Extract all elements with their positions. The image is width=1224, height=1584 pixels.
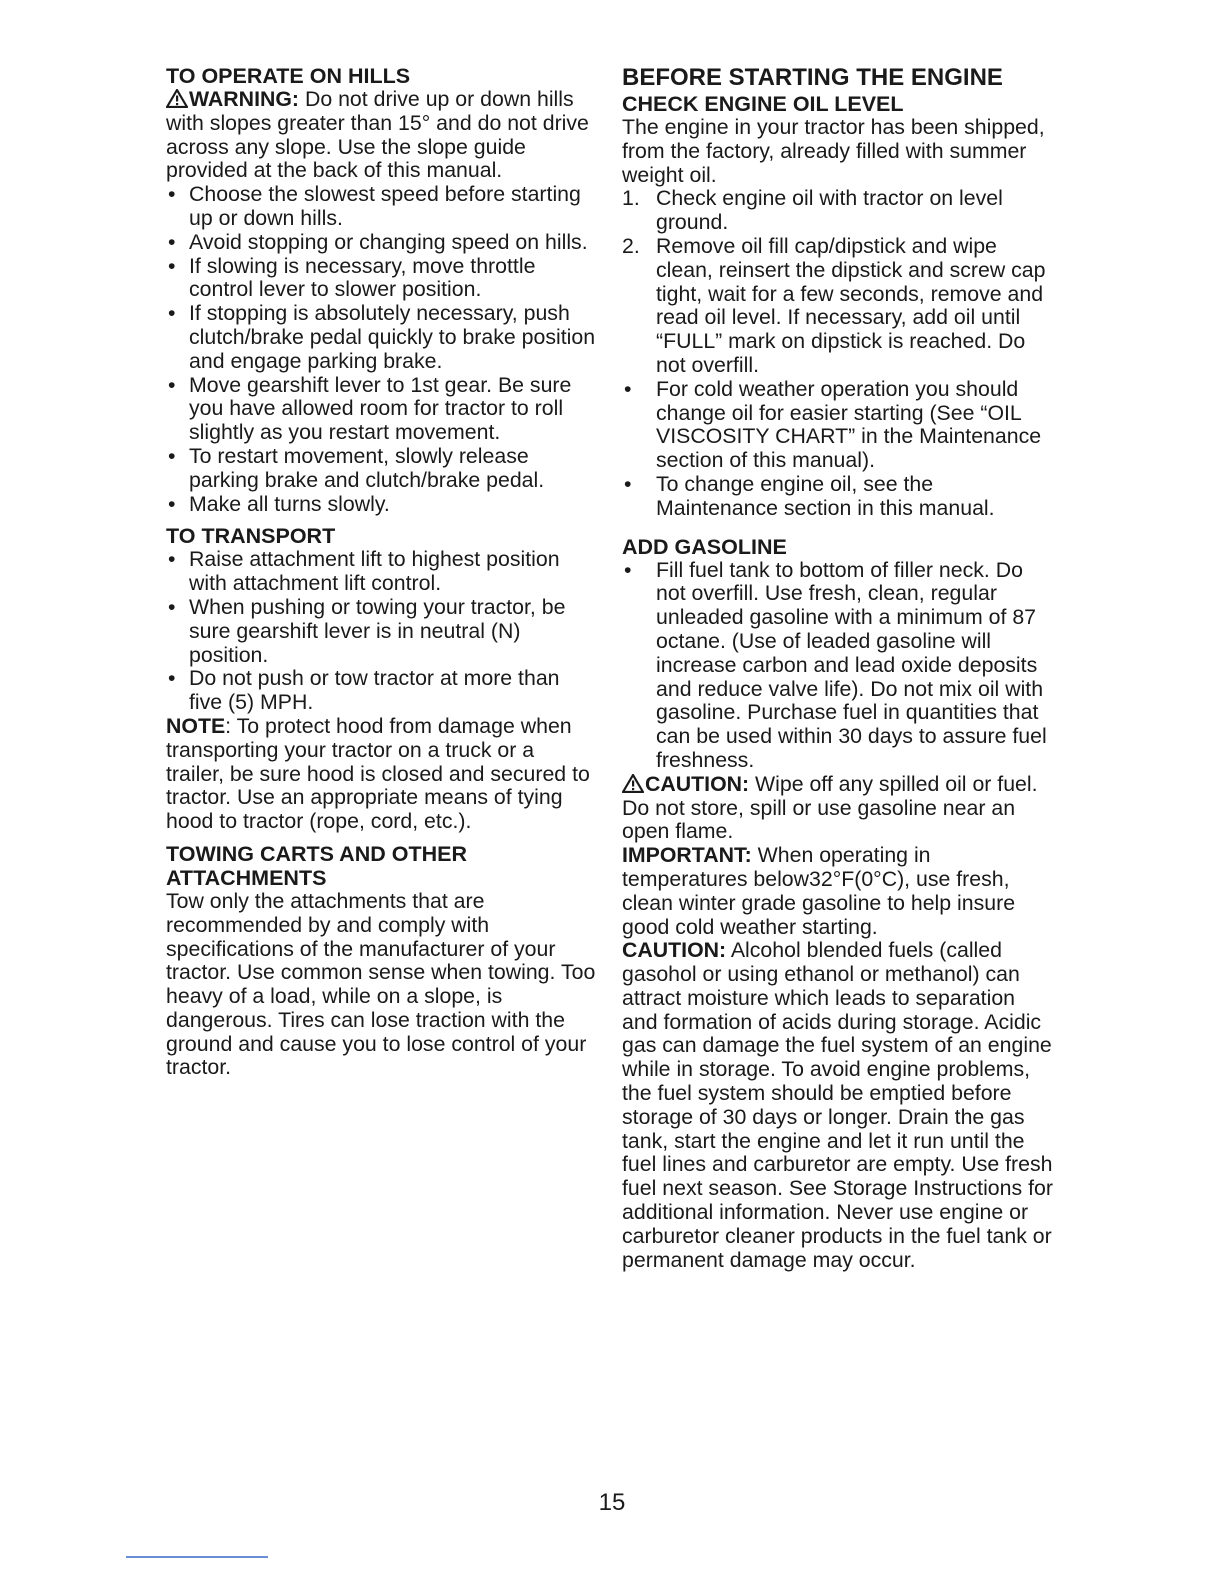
caution-text: Alcohol blended fuels (called gasohol or using ethanol or methanol) can attract moisture which leads to separation and formation of acids during storage. Acidic gas can damage the fuel system of an engine while in storage. To avoid engine problems, the fuel system should be emptied before storage of 30 days or longer. Drain the gas tank, start the engine and let it run until the fuel lines and carburetor are empty. Use fresh fuel next season. See Storage Instructions for additional information. Never use engine or carburetor cleaner products in the fuel tank or permanent damage may occur. <box>622 938 1053 1272</box>
hills-bullet-list <box>166 183 596 516</box>
note-label: NOTE <box>166 713 226 738</box>
hills-warning <box>166 88 596 183</box>
list-item: 2. Remove oil fill cap/dipstick and wipe clean, reinsert the dipstick and screw cap tight, wait for a few seconds, remove and read oil level. If necessary, add oil until “FULL” mark on dipstick is reached. Do not overfill. <box>622 233 1046 377</box>
list-item: • Make all turns slowly. <box>168 491 390 516</box>
gasoline-heading: ADD GASOLINE <box>622 534 787 559</box>
list-item: • To restart movement, slowly release parking brake and clutch/brake pedal. <box>168 443 545 492</box>
warning-icon <box>622 774 644 793</box>
list-item: • Raise attachment lift to highest position with attachment lift control. <box>168 547 560 596</box>
transport-note <box>166 715 596 834</box>
list-item: • Move gearshift lever to 1st gear. Be sure you have allowed room for tractor to roll slightly as you restart movement. <box>168 372 572 445</box>
hills-heading: TO OPERATE ON HILLS <box>166 64 411 88</box>
footer-rule <box>126 1556 268 1558</box>
list-item: • When pushing or towing your tractor, be sure gearshift lever is in neutral (N) position. <box>168 594 566 667</box>
page-number: 15 <box>598 1489 626 1516</box>
oil-intro: The engine in your tractor has been shipped, from the factory, already filled with summer weight oil. <box>622 115 1045 187</box>
important-label: IMPORTANT: <box>622 843 752 868</box>
caution-fuel <box>622 773 1054 844</box>
important-text: When operating in temperatures below32°F(0°C), use fresh, clean winter grade gasoline to help insure good cold weather starting. <box>622 843 1016 939</box>
left-column <box>166 64 596 1080</box>
list-item: • If slowing is necessary, move throttle control lever to slower position. <box>168 253 536 302</box>
towing-heading: TOWING CARTS AND OTHER ATTACHMENTS <box>166 841 467 890</box>
warning-label: WARNING: <box>189 87 300 111</box>
oil-bullet-list <box>622 378 1054 521</box>
list-item: 1. Check engine oil with tractor on level ground. <box>622 186 1003 235</box>
oil-heading: CHECK ENGINE OIL LEVEL <box>622 92 904 116</box>
list-item: • For cold weather operation you should change oil for easier starting (See “OIL VISCOSITY CHART” in the Maintenance section of this manual). <box>624 376 1042 473</box>
right-column <box>622 64 1054 1272</box>
warning-icon <box>166 89 188 108</box>
before-starting-title: BEFORE STARTING THE ENGINE <box>622 64 1003 91</box>
gasoline-bullet-list <box>622 559 1054 773</box>
caution-label: CAUTION: <box>645 771 750 796</box>
list-item: • Fill fuel tank to bottom of filler neck. Do not overfill. Use fresh, clean, regular unleaded gasoline with a minimum of 87 octane. (Use of leaded gasoline will increase carbon and lead oxide deposits and reduce valve life). Do not mix oil with gasoline. Purchase fuel in quantities that can be used within 30 days to assure fuel freshness. <box>624 557 1047 772</box>
note-text: : To protect hood from damage when transporting your tractor on a truck or a trailer, be sure hood is closed and secured to tractor. Use an appropriate means of tying hood to tractor (rope, cord, etc.). <box>166 713 590 834</box>
caution-alcohol <box>622 939 1054 1272</box>
list-item: • Avoid stopping or changing speed on hills. <box>168 229 588 254</box>
caution-text: Wipe off any spilled oil or fuel. Do not store, spill or use gasoline near an open flame. <box>622 771 1038 844</box>
list-item: • Choose the slowest speed before starting up or down hills. <box>168 182 581 230</box>
list-item: • If stopping is absolutely necessary, push clutch/brake pedal quickly to brake position and engage parking brake. <box>168 301 596 373</box>
warning-text: Do not drive up or down hills with slopes greater than 15° and do not drive across any slope. Use the slope guide provided at the back of this manual. <box>166 87 589 183</box>
towing-text: Tow only the attachments that are recommended by and comply with specifications of the manufacturer of your tractor. Use common sense when towing. Too heavy of a load, while on a slope, is dangerous. Tires can lose traction with the ground and cause you to lose control of your tractor. <box>166 888 596 1080</box>
list-item: • To change engine oil, see the Maintenance section in this manual. <box>624 471 995 520</box>
list-item: • Do not push or tow tractor at more than five (5) MPH. <box>168 666 560 715</box>
important-note <box>622 844 1054 939</box>
transport-bullet-list <box>166 548 596 715</box>
transport-heading: TO TRANSPORT <box>166 524 336 549</box>
oil-steps-list <box>622 187 1054 377</box>
caution-label: CAUTION: <box>622 938 727 963</box>
